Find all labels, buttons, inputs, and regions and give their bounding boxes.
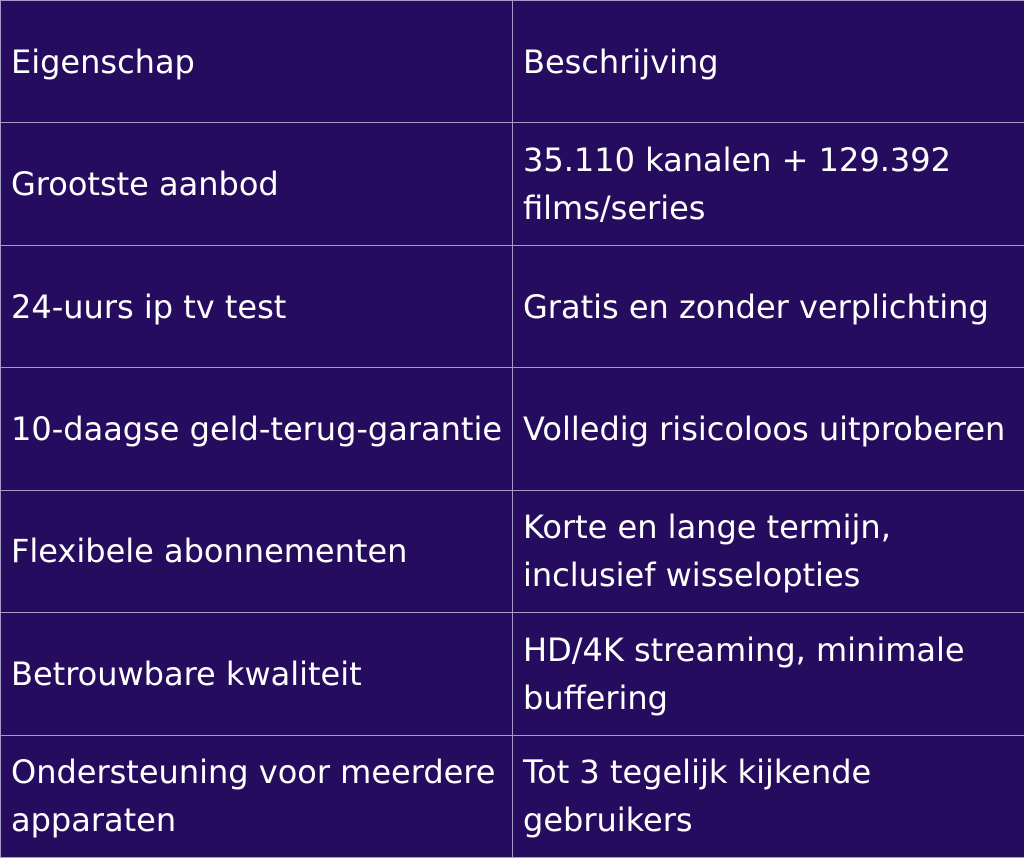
header-beschrijving: Beschrijving <box>523 42 719 81</box>
table-cell-description <box>513 368 1024 490</box>
table-cell-description <box>513 613 1024 735</box>
table-cell-feature <box>1 368 513 490</box>
feature-label: 10-daagse geld-terug-garantie <box>11 409 503 448</box>
table-cell-feature <box>1 246 513 368</box>
description-text: Korte en lange termijn, inclusief wisselopties <box>523 508 891 595</box>
feature-label: Grootste aanbod <box>11 165 279 204</box>
table-cell-feature <box>1 736 513 858</box>
table-cell-feature <box>1 123 513 245</box>
description-text: Volledig risicoloos uitproberen <box>523 409 1006 448</box>
feature-label: Ondersteuning voor meerdere apparaten <box>11 753 496 840</box>
description-text: 35.110 kanalen + 129.392 films/series <box>523 141 951 228</box>
header-eigenschap: Eigenschap <box>11 42 195 81</box>
table-header-cell <box>1 1 513 123</box>
table-cell-feature <box>1 613 513 735</box>
table-cell-description <box>513 246 1024 368</box>
table-cell-description <box>513 491 1024 613</box>
feature-label: Flexibele abonnementen <box>11 532 408 571</box>
table-header-cell <box>513 1 1024 123</box>
feature-label: 24-uurs ip tv test <box>11 287 287 326</box>
description-text: Gratis en zonder verplichting <box>523 287 989 326</box>
description-text: Tot 3 tegelijk kijkende gebruikers <box>523 753 872 840</box>
table-cell-description <box>513 736 1024 858</box>
table-cell-feature <box>1 491 513 613</box>
table-cell-description <box>513 123 1024 245</box>
feature-label: Betrouwbare kwaliteit <box>11 654 362 693</box>
description-text: HD/4K streaming, minimale buffering <box>523 630 965 717</box>
